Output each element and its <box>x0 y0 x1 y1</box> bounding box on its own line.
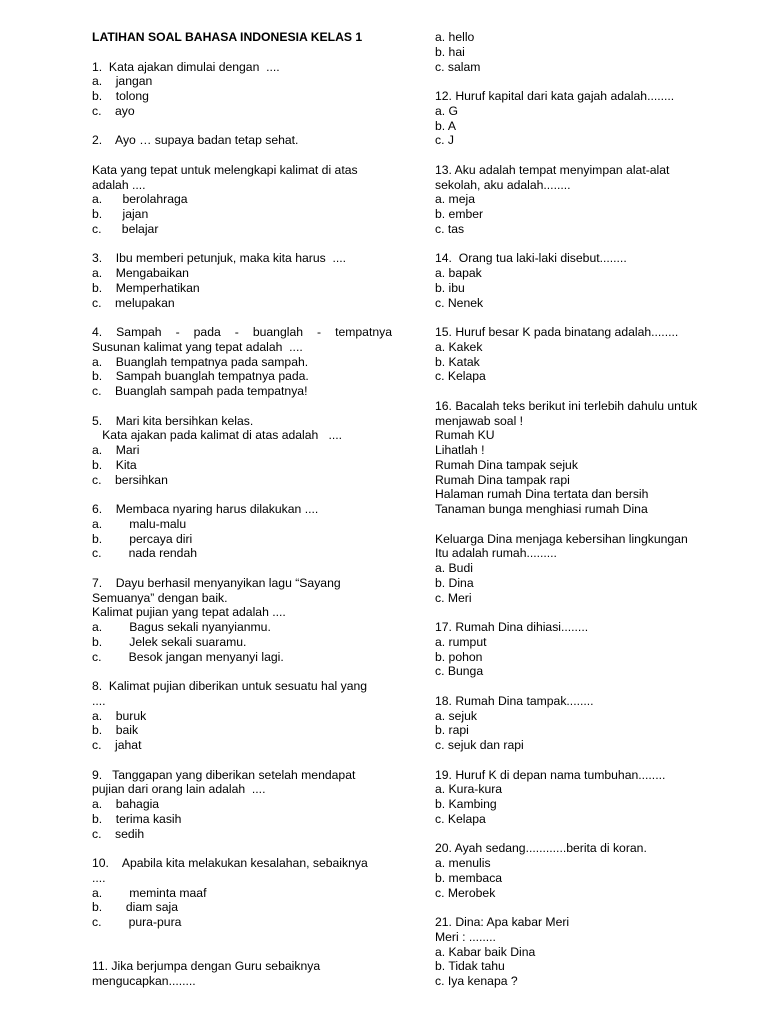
text-line: a. rumput <box>435 634 487 649</box>
text-line: a. meja <box>435 192 475 207</box>
text-line: b. Sampah buanglah tempatnya pada. <box>92 369 309 384</box>
text-line: b. diam saja <box>92 900 179 915</box>
text-line: b. tolong <box>92 89 149 103</box>
text-line: Kata yang tepat untuk melengkapi kalimat di atas <box>92 162 358 177</box>
blank-line <box>92 237 392 252</box>
text-line: c. Kelapa <box>435 369 486 384</box>
text-line: a. bapak <box>435 266 482 280</box>
text-line: 5. Mari kita bersihkan kelas. <box>92 413 254 428</box>
text-line: .... <box>92 693 106 708</box>
left-column <box>92 30 392 989</box>
text-line: c. Bunga <box>435 664 484 679</box>
text-line: b. hai <box>435 44 465 59</box>
text-line: c. belajar <box>92 221 159 236</box>
text-line: a. Bagus sekali nyanyianmu. <box>92 620 271 634</box>
text-line: c. Iya kenapa ? <box>435 974 518 988</box>
text-line: c. sejuk dan rapi <box>435 738 524 752</box>
text-line: b. A <box>435 118 457 133</box>
text-line: .... <box>92 870 106 885</box>
text-line: c. pura-pura <box>92 915 182 929</box>
text-line: 1. Kata ajakan dimulai dengan .... <box>92 59 280 74</box>
text-line: 10. Apabila kita melakukan kesalahan, sebaiknya <box>92 856 368 870</box>
text-line: 3. Ibu memberi petunjuk, maka kita harus .... <box>92 251 347 266</box>
blank-line <box>92 45 392 60</box>
blank-line <box>92 310 392 325</box>
text-line: 4. Sampah - pada - buanglah - tempatnya <box>92 325 392 339</box>
blank-line <box>92 930 392 945</box>
text-line: Kalimat pujian yang tepat adalah .... <box>92 605 286 620</box>
text-line: c. sedih <box>92 826 145 841</box>
text-line: c. bersihkan <box>92 472 168 487</box>
text-line: a. jangan <box>92 74 153 89</box>
blank-line <box>92 399 392 414</box>
text-line: a. sejuk <box>435 708 478 723</box>
blank-line <box>435 605 735 620</box>
text-line: a. Buanglah tempatnya pada sampah. <box>92 354 309 369</box>
text-line: b. pohon <box>435 649 483 664</box>
text-line: Rumah Dina tampak rapi <box>435 472 570 487</box>
text-line: a. Kura-kura <box>435 782 503 797</box>
text-line: c. tas <box>435 221 465 236</box>
blank-line <box>435 310 735 325</box>
text-line: sekolah, aku adalah........ <box>435 177 571 192</box>
text-line: 7. Dayu berhasil menyanyikan lagu “Sayang <box>92 575 341 590</box>
text-line: b. Tidak tahu <box>435 959 505 974</box>
text-line: b. Katak <box>435 354 480 369</box>
text-line: 17. Rumah Dina dihiasi........ <box>435 620 589 634</box>
text-line: c. Besok jangan menyanyi lagi. <box>92 649 284 664</box>
text-line: 20. Ayah sedang............berita di koran. <box>435 841 647 856</box>
blank-line <box>435 237 735 252</box>
text-line: 6. Membaca nyaring harus dilakukan .... <box>92 502 319 516</box>
text-line: a. Mari <box>92 443 140 457</box>
text-line: Tanaman bunga menghiasi rumah Dina <box>435 502 648 516</box>
text-line: 11. Jika berjumpa dengan Guru sebaiknya <box>92 959 321 974</box>
blank-line <box>435 148 735 163</box>
text-line: menjawab soal ! <box>435 413 524 428</box>
text-line: adalah .... <box>92 177 146 192</box>
text-line: c. Kelapa <box>435 811 486 826</box>
blank-line <box>435 384 735 399</box>
text-line: a. menulis <box>435 856 491 870</box>
text-line: b. membaca <box>435 870 503 885</box>
text-line: Rumah Dina tampak sejuk <box>435 457 578 472</box>
text-line: b. Jelek sekali suaramu. <box>92 634 247 649</box>
text-line: b. jajan <box>92 207 149 221</box>
text-line: c. salam <box>435 59 481 74</box>
blank-line <box>435 900 735 915</box>
text-line: mengucapkan........ <box>92 974 196 988</box>
blank-line <box>92 841 392 856</box>
text-line: Itu adalah rumah......... <box>435 546 557 561</box>
worksheet-title: LATIHAN SOAL BAHASA INDONESIA KELAS 1 <box>92 30 363 44</box>
blank-line <box>92 945 392 960</box>
text-line: b. Dina <box>435 575 474 590</box>
text-line: b. ibu <box>435 280 465 295</box>
text-line: 18. Rumah Dina tampak........ <box>435 693 594 708</box>
text-line: Meri : ........ <box>435 929 496 944</box>
text-line: 12. Huruf kapital dari kata gajah adalah........ <box>435 89 675 103</box>
right-column <box>435 30 735 989</box>
text-line: Susunan kalimat yang tepat adalah .... <box>92 339 303 354</box>
text-line: 8. Kalimat pujian diberikan untuk sesuatu hal yang <box>92 679 368 693</box>
text-line: 2. Ayo … supaya badan tetap sehat. <box>92 133 299 148</box>
text-line: a. Kabar baik Dina <box>435 944 536 959</box>
text-line: a. meminta maaf <box>92 885 207 900</box>
text-line: a. hello <box>435 30 475 44</box>
text-line: b. terima kasih <box>92 811 182 826</box>
text-line: c. jahat <box>92 738 142 752</box>
text-line: b. ember <box>435 207 484 221</box>
text-line: pujian dari orang lain adalah .... <box>92 782 266 797</box>
text-line: a. Kakek <box>435 339 483 354</box>
blank-line <box>435 753 735 768</box>
text-line: b. Kambing <box>435 797 497 811</box>
text-line: Halaman rumah Dina tertata dan bersih <box>435 487 649 502</box>
text-line: a. Budi <box>435 561 473 575</box>
text-line: c. J <box>435 133 454 148</box>
text-line: Lihatlah ! <box>435 443 485 457</box>
text-line: Kata ajakan pada kalimat di atas adalah .... <box>92 428 342 443</box>
text-line: b. Kita <box>92 457 137 472</box>
text-line: b. rapi <box>435 723 469 738</box>
text-line: b. percaya diri <box>92 531 193 546</box>
text-line: 13. Aku adalah tempat menyimpan alat-alat <box>435 162 670 177</box>
text-line: 21. Dina: Apa kabar Meri <box>435 915 570 929</box>
text-line: a. bahagia <box>92 797 160 811</box>
text-line: c. Nenek <box>435 295 484 310</box>
blank-line <box>92 753 392 768</box>
blank-line <box>92 664 392 679</box>
blank-line <box>435 517 735 532</box>
blank-line <box>92 487 392 502</box>
blank-line <box>435 74 735 89</box>
text-line: 15. Huruf besar K pada binatang adalah........ <box>435 325 679 339</box>
text-line: 14. Orang tua laki-laki disebut........ <box>435 251 627 266</box>
text-line: b. baik <box>92 723 139 738</box>
text-line: c. Meri <box>435 590 472 605</box>
text-line: a. G <box>435 103 459 118</box>
text-line: 9. Tanggapan yang diberikan setelah mendapat <box>92 767 356 782</box>
text-line: c. Buanglah sampah pada tempatnya! <box>92 384 308 398</box>
text-line: Keluarga Dina menjaga kebersihan lingkungan <box>435 531 688 546</box>
text-line: c. nada rendah <box>92 546 198 561</box>
text-line: a. buruk <box>92 708 147 723</box>
text-line: b. Memperhatikan <box>92 280 200 295</box>
text-line: 19. Huruf K di depan nama tumbuhan........ <box>435 767 666 782</box>
text-line: 16. Bacalah teks berikut ini terlebih dahulu untuk <box>435 398 698 413</box>
blank-line <box>435 827 735 842</box>
text-line: a. malu-malu <box>92 516 187 531</box>
text-line: Semuanya” dengan baik. <box>92 590 228 605</box>
text-line: Rumah KU <box>435 428 495 443</box>
text-line: c. melupakan <box>92 295 175 310</box>
blank-line <box>92 561 392 576</box>
text-line: a. berolahraga <box>92 192 188 207</box>
text-line: a. Mengabaikan <box>92 266 189 280</box>
text-line: c. Merobek <box>435 885 496 900</box>
text-line: c. ayo <box>92 103 135 118</box>
blank-line <box>92 119 392 134</box>
blank-line <box>435 679 735 694</box>
blank-line <box>92 148 392 163</box>
